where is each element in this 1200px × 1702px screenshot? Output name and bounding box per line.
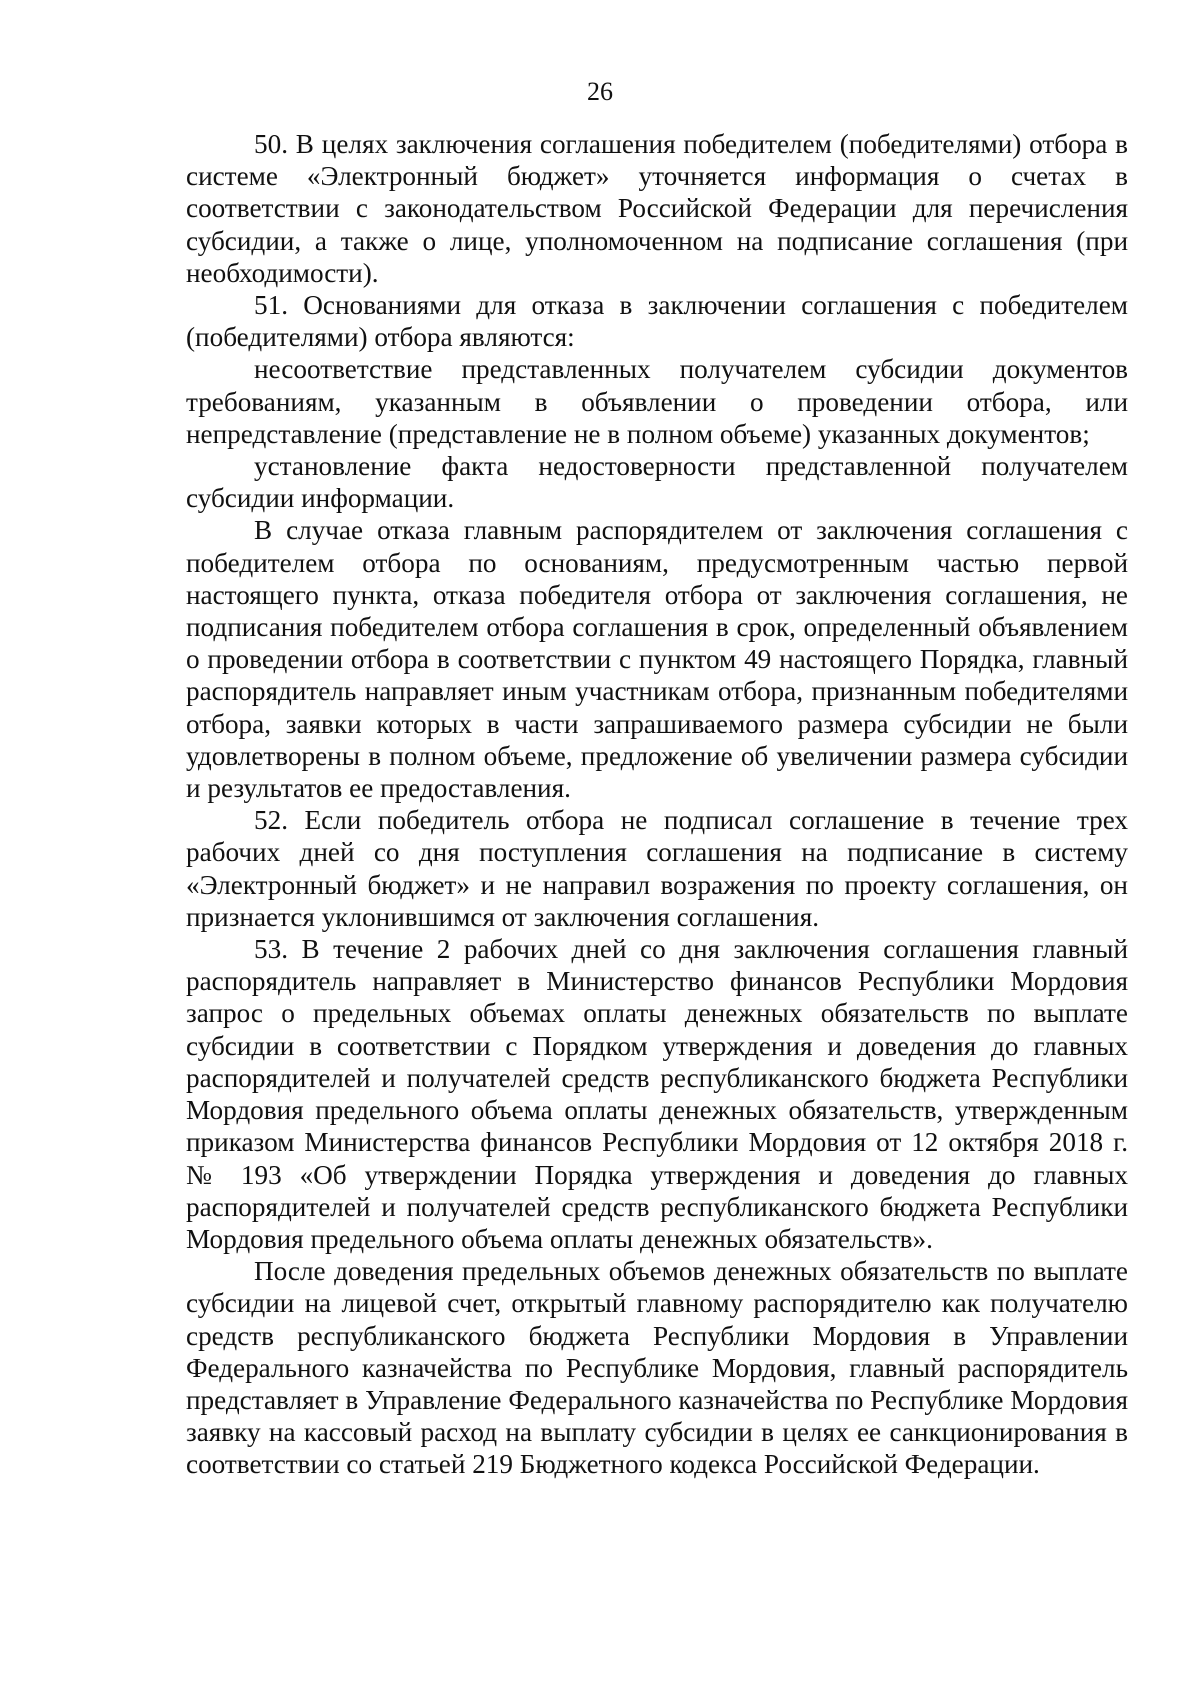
document-body: [186, 128, 1128, 1481]
paragraph-50: 50. В целях заключения соглашения победителем (победителями) отбора в системе «Электронный бюджет» уточняется информация о счетах в соответствии с законодательством Российской Федерации для перечисления субсидии, а также о лице, уполномоченном на подписание соглашения (при необходимости).: [186, 129, 1128, 288]
paragraph-51: 51. Основаниями для отказа в заключении соглашения с победителем (победителями) отбора являются:: [186, 290, 1128, 353]
paragraph-51-ground-1: несоответствие представленных получателем субсидии документов требованиям, указанным в объявлении о проведении отбора, или непредставление (представление не в полном объеме) указанных документов;: [186, 354, 1128, 449]
paragraph-53: 53. В течение 2 рабочих дней со дня заключения соглашения главный распорядитель направляет в Министерство финансов Республики Мордовия запрос о предельных объемах оплаты денежных обязательств по выплате субсидии в соответствии с Порядком утверждения и доведения до главных распорядителей и получателей средств республиканского бюджета Республики Мордовия предельного объема оплаты денежных обязательств, утвержденным приказом Министерства финансов Республики Мордовия от 12 октября 2018 г. № 193 «Об утверждении Порядка утверждения и доведения до главных распорядителей и получателей средств республиканского бюджета Республики Мордовия предельного объема оплаты денежных обязательств».: [186, 934, 1128, 1254]
paragraph-51-refusal: В случае отказа главным распорядителем от заключения соглашения с победителем отбора по основаниям, предусмотренным частью первой настоящего пункта, отказа победителя отбора от заключения соглашения, не подписания победителем отбора соглашения в срок, определенный объявлением о проведении отбора в соответствии с пунктом 49 настоящего Порядка, главный распорядитель направляет иным участникам отбора, признанным победителями отбора, заявки которых в части запрашиваемого размера субсидии не были удовлетворены в полном объеме, предложение об увеличении размера субсидии и результатов ее предоставления.: [186, 515, 1128, 804]
paragraph-52: 52. Если победитель отбора не подписал соглашение в течение трех рабочих дней со дня поступления соглашения на подписание в систему «Электронный бюджет» и не направил возражения по проекту соглашения, он признается уклонившимся от заключения соглашения.: [186, 805, 1128, 932]
page-number: 26: [587, 77, 613, 106]
paragraph-53-continuation: После доведения предельных объемов денежных обязательств по выплате субсидии на лицевой счет, открытый главному распорядителю как получателю средств республиканского бюджета Республики Мордовия в Управлении Федерального казначейства по Республике Мордовия, главный распорядитель представляет в Управление Федерального казначейства по Республике Мордовия заявку на кассовый расход на выплату субсидии в целях ее санкционирования в соответствии со статьей 219 Бюджетного кодекса Российской Федерации.: [186, 1256, 1128, 1480]
paragraph-51-ground-2: установление факта недостоверности представленной получателем субсидии информации.: [186, 451, 1128, 514]
